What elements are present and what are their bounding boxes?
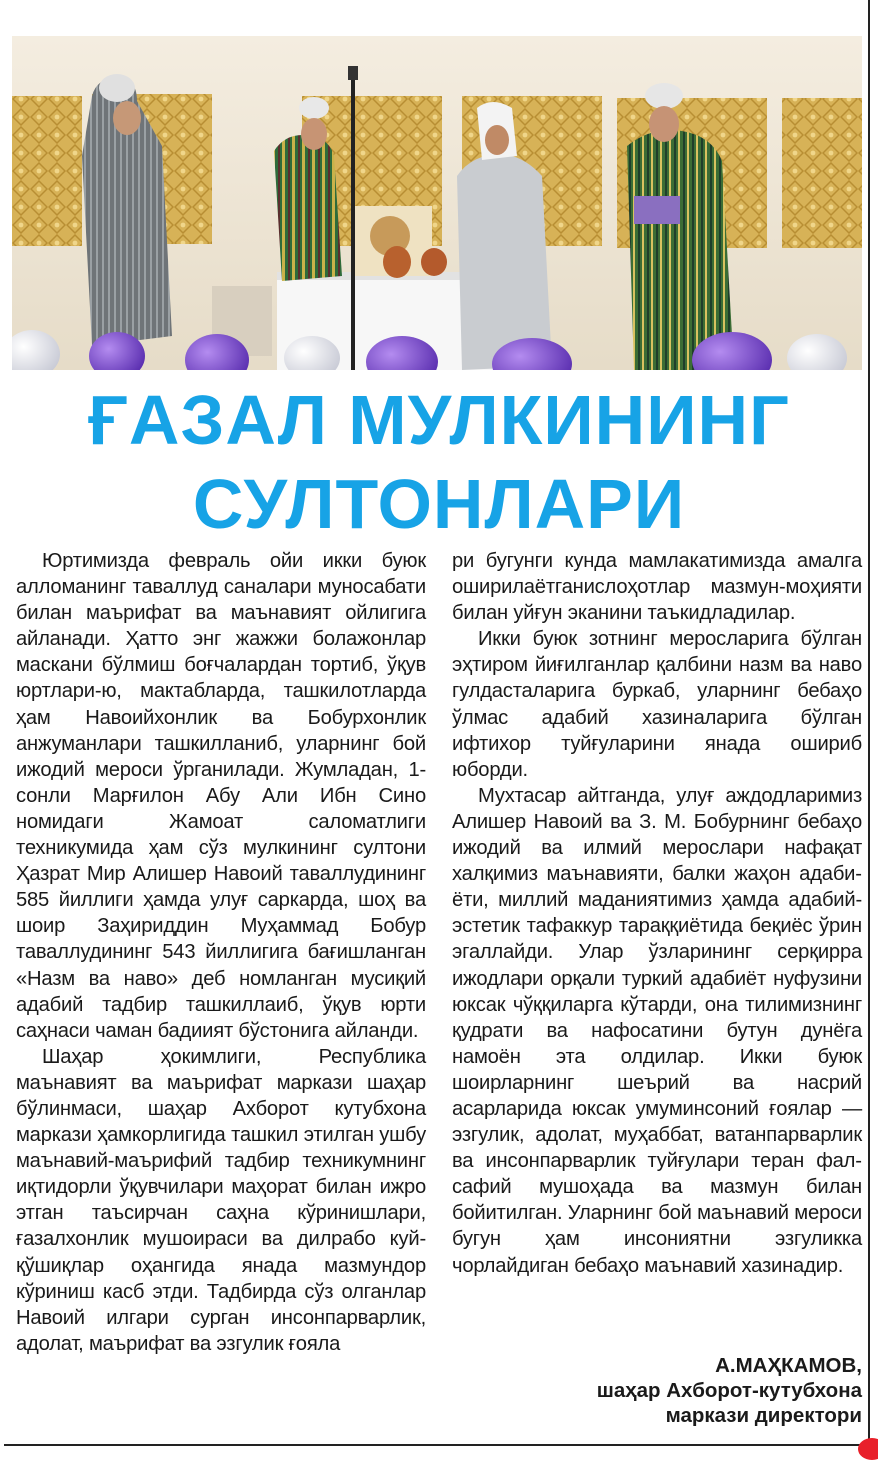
paragraph: ри бугунги кунда мамлакатимизда амалга оширилаётганислоҳотлар мазмун-моҳияти билан уйғун эканини таъкидладилар. <box>452 550 862 625</box>
author-name: А.МАҲКАМОВ, <box>715 1354 862 1377</box>
author-position-line-1: шаҳар Ахборот-кутубхона <box>596 1379 862 1402</box>
paragraph: Юртимизда февраль ойи икки буюк алломанинг таваллуд саналари муносабати билан маърифат ва маънавият ойлигига айланади. Ҳатто энг жажжи болажонлар маскани бўлмиш боғчалардан тортиб, ўқув юртлари-ю, мактабларда, ташкилотларда ҳам Навоийхонлик ва Бобурхонлик анжуманлари ташкилланиб, уларнинг бой ижодий мероси ўрганилади. Жумладан, 1-сонли Марғилон Абу Али Ибн Сино номидаги Жамоат саломатлиги техникумида ҳам сўз мулкининг султони Ҳазрат Мир Алишер Навоий таваллудининг 585 йиллиги ҳамда улуғ саркарда, шоҳ ва шоир Заҳириддин Муҳаммад Бобур таваллудининг 543 йиллигига бағишланган «Назм ва наво» деб номланган мусиқий адабий тадбир ташкиллаиб, ўқув юрти саҳнаси чаман бадиият бўстонига айланди. <box>16 550 426 1042</box>
right-column <box>452 548 862 1279</box>
article-headline <box>0 378 878 546</box>
headline-line-2: СУЛТОНЛАРИ <box>192 465 686 543</box>
article-body <box>16 548 862 1428</box>
paragraph: Шаҳар ҳокимлиги, Республика маънавият ва маърифат маркази шаҳар бўлинмаси, шаҳар Ахборот кутубхона маркази ҳамкорлигида ташкил этилган ушбу маънавий-маърифий тадбир техникумнинг иқтидорли ўқувчилари маҳорат билан ижро этган таъсирчан саҳна кўринишлари, ғазалхонлик мушоираси ва дилрабо куй-қўшиқлар оҳангида янада мазмундор кўриниш касб этди. Тадбирда сўз олганлар Навоий илгари сурган инсонпарварлик, адолат, маърифат ва эзгулик ғояла <box>16 1045 426 1355</box>
event-photo <box>12 36 862 370</box>
headline-line-1: ҒАЗАЛ МУЛКИНИНГ <box>88 381 790 459</box>
corner-red-marker <box>858 1438 878 1460</box>
left-column <box>16 548 426 1357</box>
author-byline <box>597 1353 862 1428</box>
paragraph: Икки буюк зотнинг меросларига бўлган эҳтиром йиғилганлар қалбини назм ва наво гулдасталарига буркаб, уларнинг бебаҳо ўлмас адабий хазиналарига бўлган ифтихор туйғуларини янада ошириб юборди. <box>452 628 862 781</box>
author-position-line-2: маркази директори <box>665 1404 862 1427</box>
paragraph: Мухтасар айтганда, улуғ аждодларимиз Алишер Навоий ва З. М. Бобурнинг бебаҳо ижодий ва илмий мерослари нафақат халқимиз маънавияти, балки жаҳон адабиёти, миллий маданиятимиз ҳамда адабий-эстетик тафаккур тараққиётида беқиёс ўрин эгаллайди. Улар ўзларининг серқирра ижодлари орқали туркий адабиёт нуфузини юксак чўққиларга кўтарди, она тилимизнинг қудрати ва нафосатини бутун дунёга намоён эта олдилар. Икки буюк шоирларнинг шеърий ва насрий асарларида юксак умуминсоний ғоялар — эзгулик, адолат, муҳаббат, ватанпарварлик ва инсонпарварлик туйғулари теран фалсафий мушоҳада ва мазмун билан бойитилган. Уларнинг бой маънавий мероси бугун ҳам инсониятни эзгуликка чорлайдиган бебаҳо маънавий хазинадир. <box>452 784 863 1277</box>
